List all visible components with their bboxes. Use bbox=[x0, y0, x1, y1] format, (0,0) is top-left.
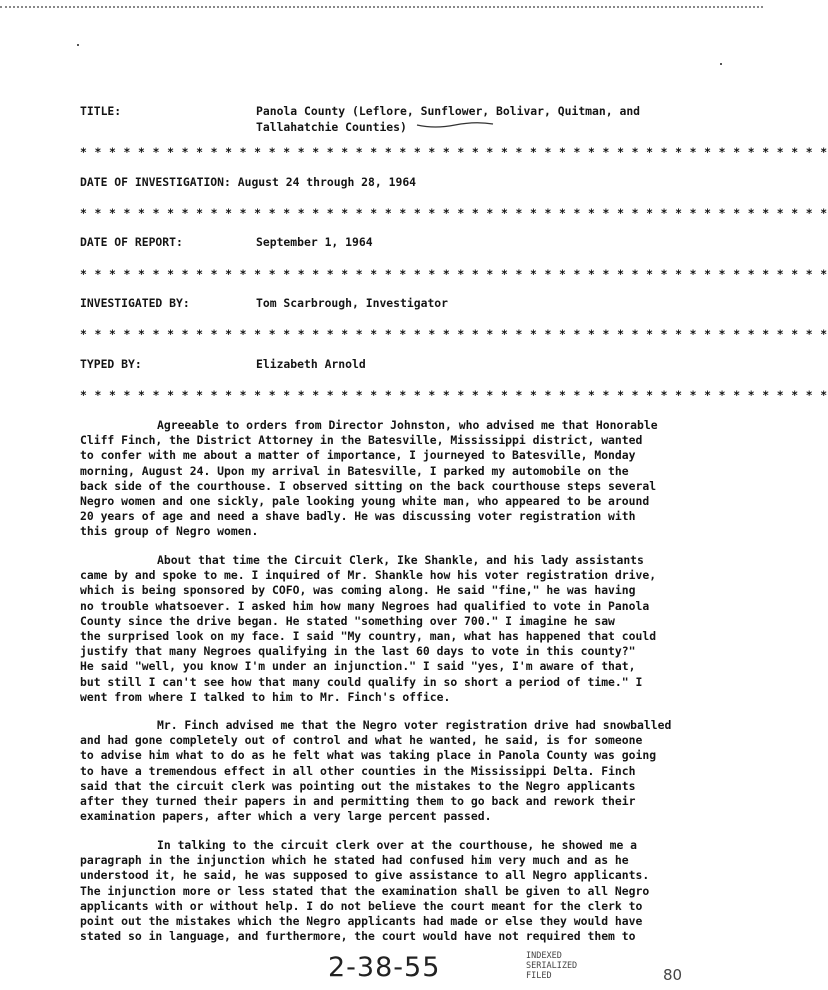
investigated-by-value: Tom Scarbrough, Investigator bbox=[256, 296, 449, 310]
investigation-date-label: DATE OF INVESTIGATION: bbox=[80, 175, 231, 189]
investigated-by-field bbox=[80, 296, 448, 310]
investigation-date-field bbox=[80, 175, 416, 189]
paragraph-line: County since the drive began. He stated "something over 700." I imagine he saw bbox=[80, 613, 615, 628]
paragraph-line: applicants with or without help. I do not believe the court meant for the clerk to bbox=[80, 898, 643, 913]
typed-by-value: Elizabeth Arnold bbox=[256, 357, 366, 371]
page-top-edge bbox=[0, 6, 763, 8]
paragraph-line: to advise him what to do as he felt what was taking place in Panola County was going bbox=[80, 748, 657, 763]
paragraph-line: but still I can't see how that many could qualify in so short a period of time." I bbox=[80, 674, 643, 689]
stamp-page-number: 80 bbox=[663, 966, 683, 984]
separator-1: * * * * * * * * * * * * * * * * * * * * * * * * * * * * * * * * * * * * * * * * * * * * * * * * * * * * bbox=[80, 145, 828, 159]
paragraph-line: said that the circuit clerk was pointing out the mistakes to the Negro applicants bbox=[80, 778, 636, 793]
paragraph-line: About that time the Circuit Clerk, Ike Shankle, and his lady assistants bbox=[157, 553, 644, 567]
paragraph-line: examination papers, after which a very large percent passed. bbox=[80, 809, 492, 824]
paragraph-line: 20 years of age and need a shave badly. He was discussing voter registration with bbox=[80, 509, 636, 524]
paragraph-line: The injunction more or less stated that the examination shall be given to all Negro bbox=[80, 883, 650, 898]
stamp-serialized: SERIALIZED bbox=[526, 961, 578, 971]
investigation-date-value: August 24 through 28, 1964 bbox=[237, 175, 417, 189]
paragraph-line: came by and spoke to me. I inquired of Mr. Shankle how his voter registration drive, bbox=[80, 568, 657, 583]
investigated-by-label: INVESTIGATED BY: bbox=[80, 296, 190, 310]
separator-3: * * * * * * * * * * * * * * * * * * * * * * * * * * * * * * * * * * * * * * * * * * * * * * * * * * * * bbox=[80, 267, 828, 281]
paragraph-line: Cliff Finch, the District Attorney in the Batesville, Mississippi district, wanted bbox=[80, 433, 643, 448]
scan-speck bbox=[720, 63, 722, 65]
paragraph-line: paragraph in the injunction which he stated had confused him very much and as he bbox=[80, 853, 629, 868]
paragraph-line: understood it, he said, he was supposed to give assistance to all Negro applicants. bbox=[80, 868, 650, 883]
handwritten-file-number: 2-38-55 bbox=[328, 952, 441, 983]
paragraph-2 bbox=[80, 553, 715, 705]
separator-4: * * * * * * * * * * * * * * * * * * * * * * * * * * * * * * * * * * * * * * * * * * * * * * * * * * * * bbox=[80, 327, 828, 341]
paragraph-line: after they turned their papers in and permitting them to go back and rework their bbox=[80, 794, 636, 809]
report-date-field bbox=[80, 235, 373, 249]
paragraph-line: to have a tremendous effect in all other counties in the Mississippi Delta. Finch bbox=[80, 763, 636, 778]
paragraph-line: point out the mistakes which the Negro applicants had made or else they would have bbox=[80, 914, 643, 929]
scan-speck bbox=[77, 44, 79, 46]
title-field bbox=[80, 104, 640, 134]
paragraph-line: In talking to the circuit clerk over at the courthouse, he showed me a bbox=[157, 838, 638, 852]
separator-5: * * * * * * * * * * * * * * * * * * * * * * * * * * * * * * * * * * * * * * * * * * * * * * * * * * * * bbox=[80, 388, 828, 402]
paragraph-1 bbox=[80, 418, 715, 540]
paragraph-line: Mr. Finch advised me that the Negro voter registration drive had snowballed bbox=[157, 718, 672, 732]
title-line-2: Tallahatchie Counties) bbox=[256, 120, 407, 134]
paragraph-line: which is being sponsored by COFO, was coming along. He said "fine," he was having bbox=[80, 583, 636, 598]
paragraph-line: to confer with me about a matter of importance, I journeyed to Batesville, Monday bbox=[80, 448, 636, 463]
stamp-indexed: INDEXED bbox=[526, 951, 562, 961]
paragraph-line: Negro women and one sickly, pale looking young white man, who appeared to be around bbox=[80, 494, 650, 509]
paragraph-line: no trouble whatsoever. I asked him how many Negroes had qualified to vote in Panola bbox=[80, 598, 650, 613]
paragraph-line: went from where I talked to him to Mr. Finch's office. bbox=[80, 689, 451, 704]
paragraph-line: back side of the courthouse. I observed sitting on the back courthouse steps several bbox=[80, 478, 657, 493]
typed-by-label: TYPED BY: bbox=[80, 357, 142, 371]
title-line-1: Panola County (Leflore, Sunflower, Bolivar, Quitman, and bbox=[256, 104, 641, 118]
paragraph-line: justify that many Negroes qualifying in the last 60 days to vote in this county?" bbox=[80, 644, 636, 659]
title-label: TITLE: bbox=[80, 104, 122, 118]
paragraph-line: and had gone completely out of control and what he wanted, he said, is for someone bbox=[80, 733, 643, 748]
paragraph-line: stated so in language, and furthermore, the court would have not required them to bbox=[80, 929, 636, 944]
handwritten-squiggle bbox=[415, 120, 495, 130]
report-date-label: DATE OF REPORT: bbox=[80, 235, 183, 249]
report-date-value: September 1, 1964 bbox=[256, 235, 373, 249]
paragraph-line: morning, August 24. Upon my arrival in Batesville, I parked my automobile on the bbox=[80, 463, 629, 478]
paragraph-line: this group of Negro women. bbox=[80, 524, 259, 539]
paragraph-4 bbox=[80, 838, 715, 944]
stamp-filed: FILED bbox=[526, 971, 552, 981]
paragraph-line: He said "well, you know I'm under an injunction." I said "yes, I'm aware of that, bbox=[80, 659, 636, 674]
separator-2: * * * * * * * * * * * * * * * * * * * * * * * * * * * * * * * * * * * * * * * * * * * * * * * * * * * * bbox=[80, 206, 828, 220]
paragraph-line: Agreeable to orders from Director Johnston, who advised me that Honorable bbox=[157, 418, 658, 432]
typed-by-field bbox=[80, 357, 366, 371]
paragraph-line: the surprised look on my face. I said "My country, man, what has happened that could bbox=[80, 629, 657, 644]
paragraph-3 bbox=[80, 718, 715, 824]
indexed-serialized-filed-stamp bbox=[526, 951, 716, 990]
